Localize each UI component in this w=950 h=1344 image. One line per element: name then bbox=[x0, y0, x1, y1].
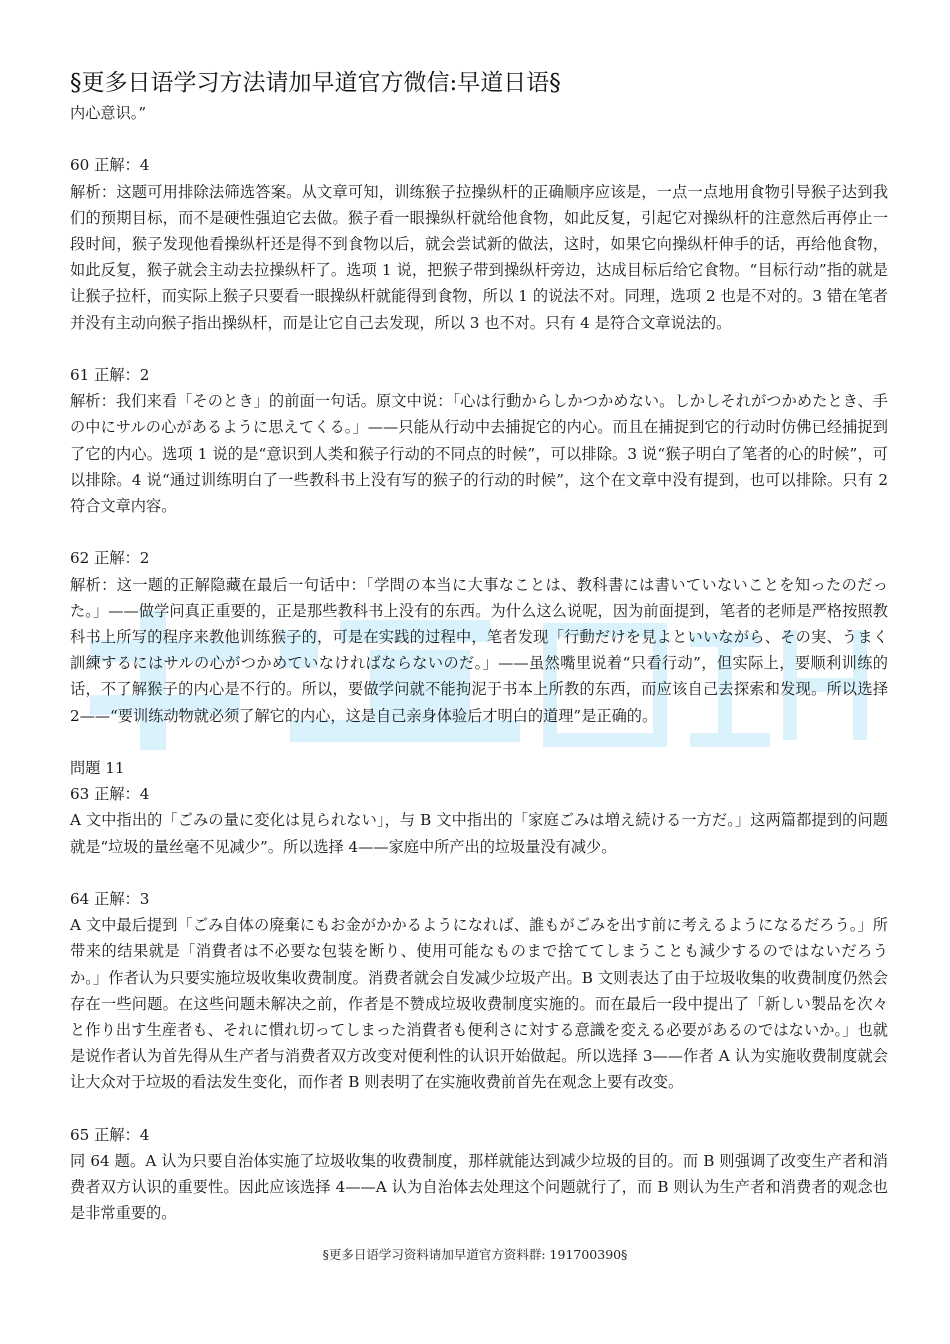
q64-explanation: A 文中最后提到「ごみ自体の廃棄にもお金がかかるようになれば、誰もがごみを出す前に考えるようになるだろう。」所带来的结果就是「消費者は不必要な包装を断り、使用可能なものまで捨ててしまうことも減少するのではないだろうか。」作者认为只要实施垃圾收集收费制度。消费者就会自发减少垃圾产出。B 文则表达了由于垃圾收集的收费制度仍然会存在一些问题。在这些问题未解决之前，作者是不赞成垃圾收费制度实施的。而在最后一段中提出了「新しい製品を次々と作り出す生産者も、それに慣れ切ってしまった消費者も便利さに対する意識を変える必要があるのではないか。」也就是说作者认为首先得从生产者与消费者双方改变对便利性的认识开始做起。所以选择 3——作者 A 认为实施收费制度就会让大众对于垃圾的看法发生变化，而作者 B 则表明了在实施收费前首先在观念上要有改变。 bbox=[70, 916, 888, 1092]
section-11-title: 問題 11 bbox=[70, 759, 125, 778]
spacer bbox=[70, 729, 888, 755]
q61-answer: 61 正解：2 bbox=[70, 366, 150, 384]
spacer bbox=[70, 336, 888, 362]
q61-explanation: 解析：我们来看「そのとき」的前面一句话。原文中说：「心は行動からしかつかめない。しかしそれがつかめたとき、手の中にサルの心があるように思えてくる。」——只能从行动中去捕捉它的内心。而且在捕捉到它的行动时仿佛已经捕捉到了它的内心。选项 1 说的是“意识到人类和猴子行动的不同点的时候”，可以排除。3 说“猴子明白了笔者的心的时候”，可以排除。4 说“通过训练明白了一些教科书上没有写的猴子的行动的时候”，这个在文章中没有提到，也可以排除。只有 2 符合文章内容。 bbox=[70, 392, 888, 516]
page-header-title: §更多日语学习方法请加早道官方微信:早道日语§ bbox=[70, 70, 561, 96]
spacer bbox=[70, 860, 888, 886]
spacer bbox=[70, 519, 888, 545]
q65-answer: 65 正解：4 bbox=[70, 1125, 150, 1144]
q60-explanation: 解析：这题可用排除法筛选答案。从文章可知，训练猴子拉操纵杆的正确顺序应该是，一点一点地用食物引导猴子达到我们的预期目标，而不是硬性强迫它去做。猴子看一眼操纵杆就给他食物，如此反复，引起它对操纵杆的注意然后再停止一段时间，猴子发现他看操纵杆还是得不到食物以后，就会尝试新的做法，这时，如果它向操纵杆伸手的话，再给他食物，如此反复，猴子就会主动去拉操纵杆了。选项 1 说，把猴子带到操纵杆旁边，达成目标后给它食物。“目标行动”指的就是让猴子拉杆，而实际上猴子只要看一眼操纵杆就能得到食物，所以 1 的说法不对。同理，选项 2 也是不对的。3 错在笔者并没有主动向猴子指出操纵杆，而是让它自己去发现，所以 3 也不对。只有 4 是符合文章说法的。 bbox=[70, 182, 888, 332]
document-body bbox=[70, 66, 888, 1227]
q63-explanation: A 文中指出的「ごみの量に変化は見られない」，与 B 文中指出的「家庭ごみは増え続ける一方だ。」这两篇都提到的问题就是“垃圾的量丝毫不见减少”。所以选择 4——家庭中所产出的垃圾量没有减少。 bbox=[70, 811, 888, 856]
q64-answer: 64 正解：3 bbox=[70, 890, 150, 909]
q62-explanation: 解析：这一题的正解隐藏在最后一句话中：「学問の本当に大事なことは、教科書には書いていないことを知ったのだった。」——做学问真正重要的，正是那些教科书上没有的东西。为什么这么说呢，因为前面提到，笔者的老师是严格按照教科书上所写的程序来教他训练猴子的，可是在实践的过程中，笔者发现「行動だけを見よといいながら、その実、うまく訓練するにはサルの心がつかめていなければならないのだ。」——虽然嘴里说着“只看行动”，但实际上，要顺利训练的话，不了解猴子的内心是不行的。所以，要做学问就不能拘泥于书本上所教的东西，而应该自己去探索和发现。所以选择 2——“要训练动物就必须了解它的内心，这是自己亲身体验后才明白的道理”是正确的。 bbox=[70, 575, 889, 725]
spacer bbox=[70, 126, 888, 152]
q62-answer: 62 正解：2 bbox=[70, 549, 150, 568]
continuation-text: 内心意识。” bbox=[70, 104, 147, 122]
q65-explanation: 同 64 题。A 认为只要自治体实施了垃圾收集的收费制度，那样就能达到减少垃圾的目的。而 B 则强调了改变生产者和消费者双方认识的重要性。因此应该选择 4——A 认为自治体去处理这个问题就行了，而 B 则认为生产者和消费者的观念也是非常重要的。 bbox=[70, 1152, 888, 1223]
page-footer: §更多日语学习资料请加早道官方资料群: 191700390§ bbox=[322, 1247, 628, 1262]
spacer bbox=[70, 1096, 888, 1122]
q63-answer: 63 正解：4 bbox=[70, 785, 150, 804]
q60-answer: 60 正解：4 bbox=[70, 156, 150, 175]
